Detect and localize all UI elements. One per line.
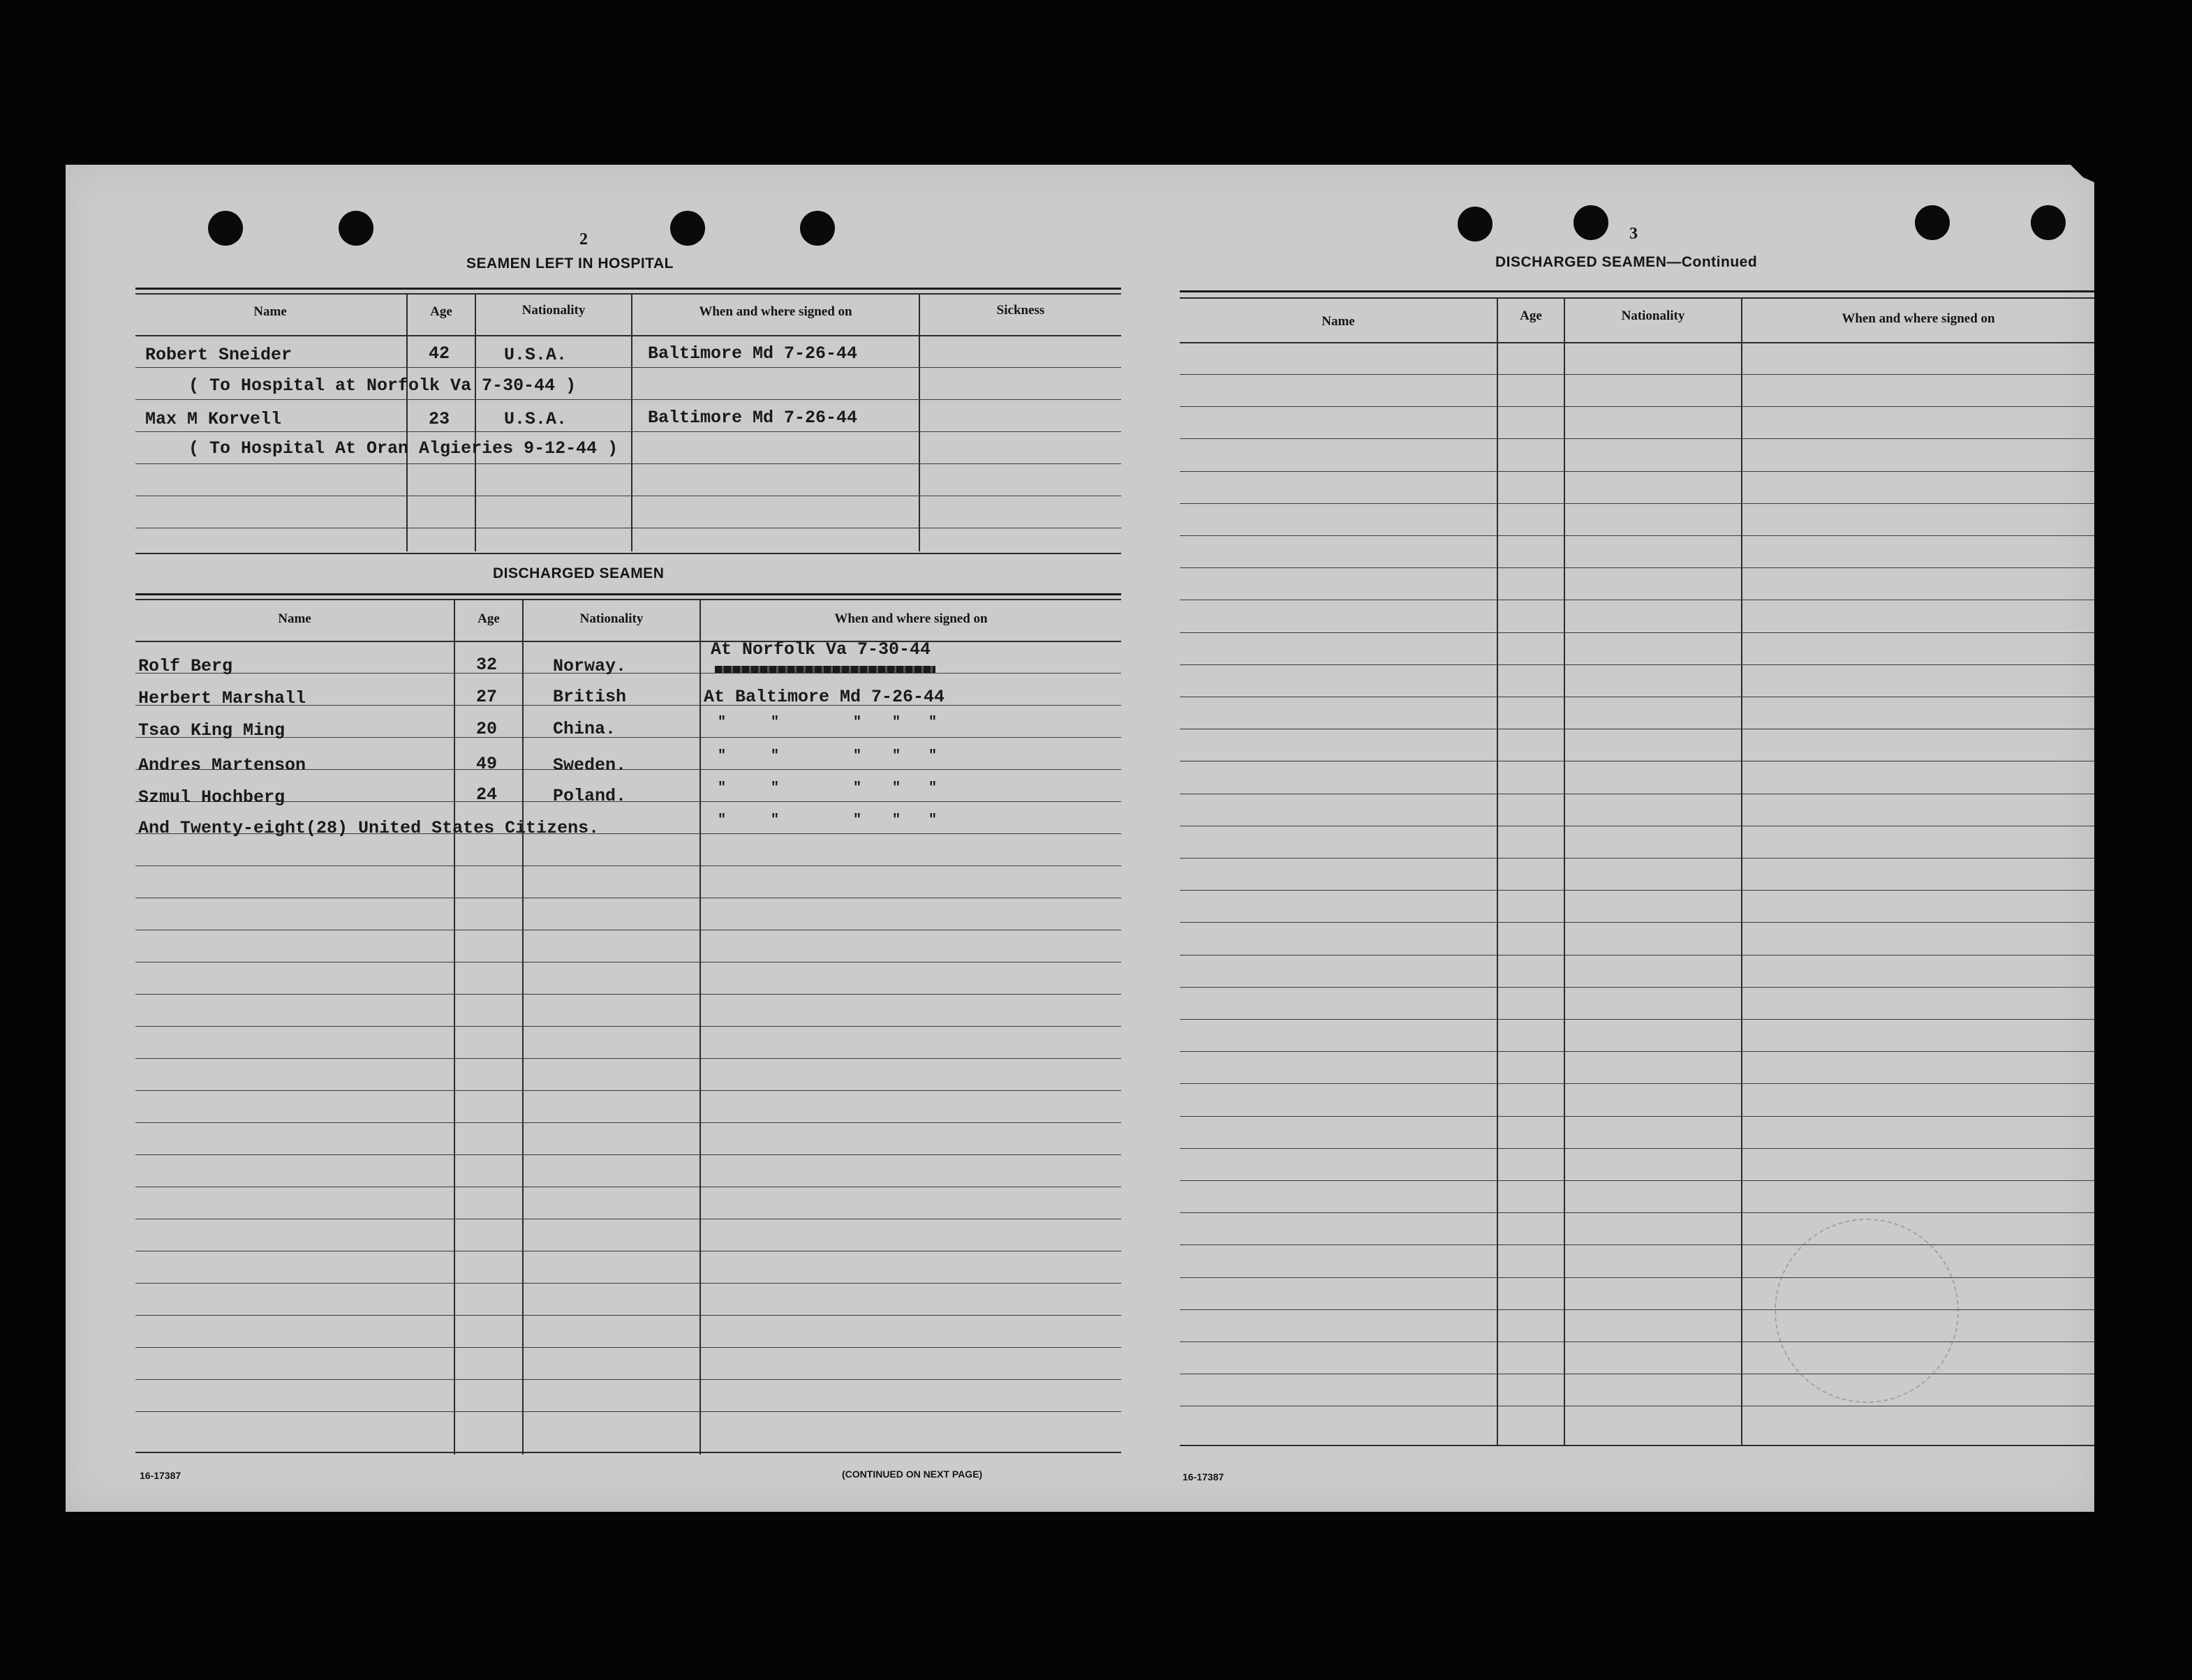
row-rule	[135, 367, 1121, 368]
punch-hole-icon	[1915, 205, 1950, 240]
form-number: 16-17387	[140, 1470, 182, 1481]
row-rule	[135, 1411, 1121, 1412]
ditto-mark: "	[771, 780, 780, 796]
row-rule	[1180, 1341, 2094, 1342]
ditto-mark: "	[892, 812, 901, 828]
row-rule	[135, 1090, 1121, 1091]
ditto-mark: "	[853, 812, 862, 828]
row-rule	[135, 431, 1121, 432]
section-title: DISCHARGED SEAMEN	[493, 565, 665, 581]
punch-hole-icon	[670, 211, 705, 246]
table-rule	[135, 641, 1121, 642]
discharged-nationality: Norway.	[553, 656, 627, 676]
summary-line: And Twenty-eight(28) United States Citizens.	[138, 818, 600, 838]
row-rule	[1180, 1212, 2094, 1213]
continued-note: (CONTINUED ON NEXT PAGE)	[842, 1469, 983, 1480]
table-rule	[1180, 290, 2094, 292]
section-title: SEAMEN LEFT IN HOSPITAL	[466, 255, 674, 272]
column-header-age: Age	[477, 611, 500, 626]
hospital-age: 42	[429, 343, 450, 364]
column-divider	[522, 599, 524, 1455]
column-header-age: Age	[430, 304, 452, 319]
column-divider	[1497, 297, 1498, 1446]
ditto-mark: "	[853, 715, 862, 731]
punch-hole-icon	[1573, 205, 1608, 240]
row-rule	[1180, 1277, 2094, 1278]
row-rule	[1180, 503, 2094, 504]
hospital-name: Robert Sneider	[145, 345, 292, 365]
row-rule	[1180, 1244, 2094, 1245]
ditto-mark: "	[892, 780, 901, 796]
row-rule	[1180, 1116, 2094, 1117]
discharged-nationality: British	[553, 687, 627, 707]
table-rule	[135, 599, 1121, 600]
discharged-name: Andres Martenson	[138, 755, 306, 775]
table-rule	[135, 1452, 1121, 1453]
ditto-mark: "	[892, 748, 901, 764]
row-rule	[1180, 1180, 2094, 1181]
ditto-mark: "	[771, 748, 780, 764]
column-header-signed-on: When and where signed on	[834, 611, 988, 626]
hospital-age: 23	[429, 409, 450, 429]
column-header-nationality: Nationality	[1621, 309, 1685, 323]
hospital-nationality: U.S.A.	[504, 409, 568, 429]
row-rule	[1180, 922, 2094, 923]
punch-hole-icon	[2031, 205, 2066, 240]
ditto-mark: "	[928, 780, 938, 796]
table-rule	[135, 335, 1121, 336]
page-number: 3	[1629, 225, 1638, 243]
ditto-mark: "	[853, 780, 862, 796]
hospital-signed-on: Baltimore Md 7-26-44	[648, 343, 858, 364]
row-rule	[1180, 987, 2094, 988]
document-sheet	[66, 165, 2094, 1512]
row-rule	[1180, 1051, 2094, 1052]
column-header-age: Age	[1520, 309, 1542, 323]
row-rule	[1180, 406, 2094, 407]
hospital-nationality: U.S.A.	[504, 345, 568, 365]
column-divider	[1741, 297, 1742, 1446]
column-divider	[406, 293, 408, 551]
column-header-nationality: Nationality	[579, 611, 644, 626]
punch-hole-icon	[800, 211, 835, 246]
ditto-mark: "	[771, 812, 780, 828]
punch-hole-icon	[339, 211, 373, 246]
column-divider	[1564, 297, 1565, 1446]
ditto-mark: "	[718, 715, 727, 731]
row-rule	[1180, 374, 2094, 375]
ditto-mark: "	[718, 748, 727, 764]
row-rule	[1180, 1148, 2094, 1149]
discharged-age: 32	[476, 655, 498, 675]
column-divider	[631, 293, 632, 551]
row-rule	[135, 1058, 1121, 1059]
row-rule	[135, 463, 1121, 464]
discharged-nationality: Sweden.	[553, 755, 627, 775]
row-rule	[1180, 1019, 2094, 1020]
hospital-name: Max M Korvell	[145, 409, 282, 429]
row-rule	[1180, 1083, 2094, 1084]
column-divider	[454, 599, 455, 1455]
row-rule	[135, 1154, 1121, 1155]
strikethrough-mark	[715, 666, 935, 673]
hospital-note: ( To Hospital At Oran Algieries 9-12-44 )	[188, 438, 619, 459]
discharged-age: 24	[476, 785, 498, 805]
torn-corner	[2066, 161, 2108, 188]
discharged-name: Herbert Marshall	[138, 688, 306, 708]
ditto-mark: "	[853, 748, 862, 764]
row-rule	[135, 399, 1121, 400]
row-rule	[135, 1283, 1121, 1284]
ditto-mark: "	[928, 715, 938, 731]
table-rule	[1180, 342, 2094, 343]
row-rule	[135, 865, 1121, 866]
column-header-signed-on: When and where signed on	[699, 304, 852, 319]
row-rule	[135, 1379, 1121, 1380]
discharged-nationality: China.	[553, 719, 616, 739]
row-rule	[1180, 535, 2094, 536]
row-rule	[1180, 955, 2094, 956]
punch-hole-icon	[1458, 207, 1493, 241]
column-header-name: Name	[253, 304, 287, 319]
table-rule	[135, 293, 1121, 295]
table-rule	[1180, 297, 2094, 299]
form-number: 16-17387	[1183, 1471, 1224, 1482]
row-rule	[1180, 438, 2094, 439]
ditto-mark: "	[718, 780, 727, 796]
row-rule	[1180, 890, 2094, 891]
column-divider	[919, 293, 920, 551]
column-header-sickness: Sickness	[996, 303, 1045, 318]
row-rule	[1180, 664, 2094, 665]
discharged-name: Rolf Berg	[138, 656, 233, 676]
ditto-mark: "	[718, 812, 727, 828]
discharged-age: 20	[476, 719, 498, 739]
table-rule	[135, 288, 1121, 290]
discharged-nationality: Poland.	[553, 786, 627, 806]
table-rule	[135, 553, 1121, 554]
ditto-mark: "	[771, 715, 780, 731]
discharged-signed-on: At Norfolk Va 7-30-44	[711, 639, 931, 660]
ditto-mark: "	[892, 715, 901, 731]
faded-stamp	[1775, 1219, 1959, 1403]
column-divider	[475, 293, 476, 551]
column-header-name: Name	[278, 611, 311, 626]
hospital-signed-on: Baltimore Md 7-26-44	[648, 408, 858, 428]
discharged-age: 27	[476, 687, 498, 707]
row-rule	[135, 1122, 1121, 1123]
punch-hole-icon	[208, 211, 243, 246]
ditto-mark: "	[928, 748, 938, 764]
ditto-mark: "	[928, 812, 938, 828]
page-number: 2	[579, 230, 588, 248]
row-rule	[135, 673, 1121, 674]
row-rule	[135, 1026, 1121, 1027]
row-rule	[1180, 632, 2094, 633]
row-rule	[135, 994, 1121, 995]
discharged-age: 49	[476, 754, 498, 774]
row-rule	[1180, 471, 2094, 472]
discharged-name: Tsao King Ming	[138, 720, 286, 741]
column-header-name: Name	[1321, 314, 1355, 329]
row-rule	[135, 1347, 1121, 1348]
column-header-signed-on: When and where signed on	[1842, 311, 1995, 326]
table-rule	[135, 593, 1121, 595]
discharged-signed-on: At Baltimore Md 7-26-44	[704, 687, 945, 707]
row-rule	[135, 1315, 1121, 1316]
row-rule	[1180, 567, 2094, 568]
column-header-nationality: Nationality	[521, 303, 586, 318]
column-divider	[699, 599, 701, 1455]
discharged-name: Szmul Hochberg	[138, 787, 286, 808]
section-title: DISCHARGED SEAMEN—Continued	[1495, 254, 1758, 270]
hospital-note: ( To Hospital at Norfolk Va 7-30-44 )	[188, 376, 577, 396]
table-rule	[1180, 1445, 2094, 1446]
